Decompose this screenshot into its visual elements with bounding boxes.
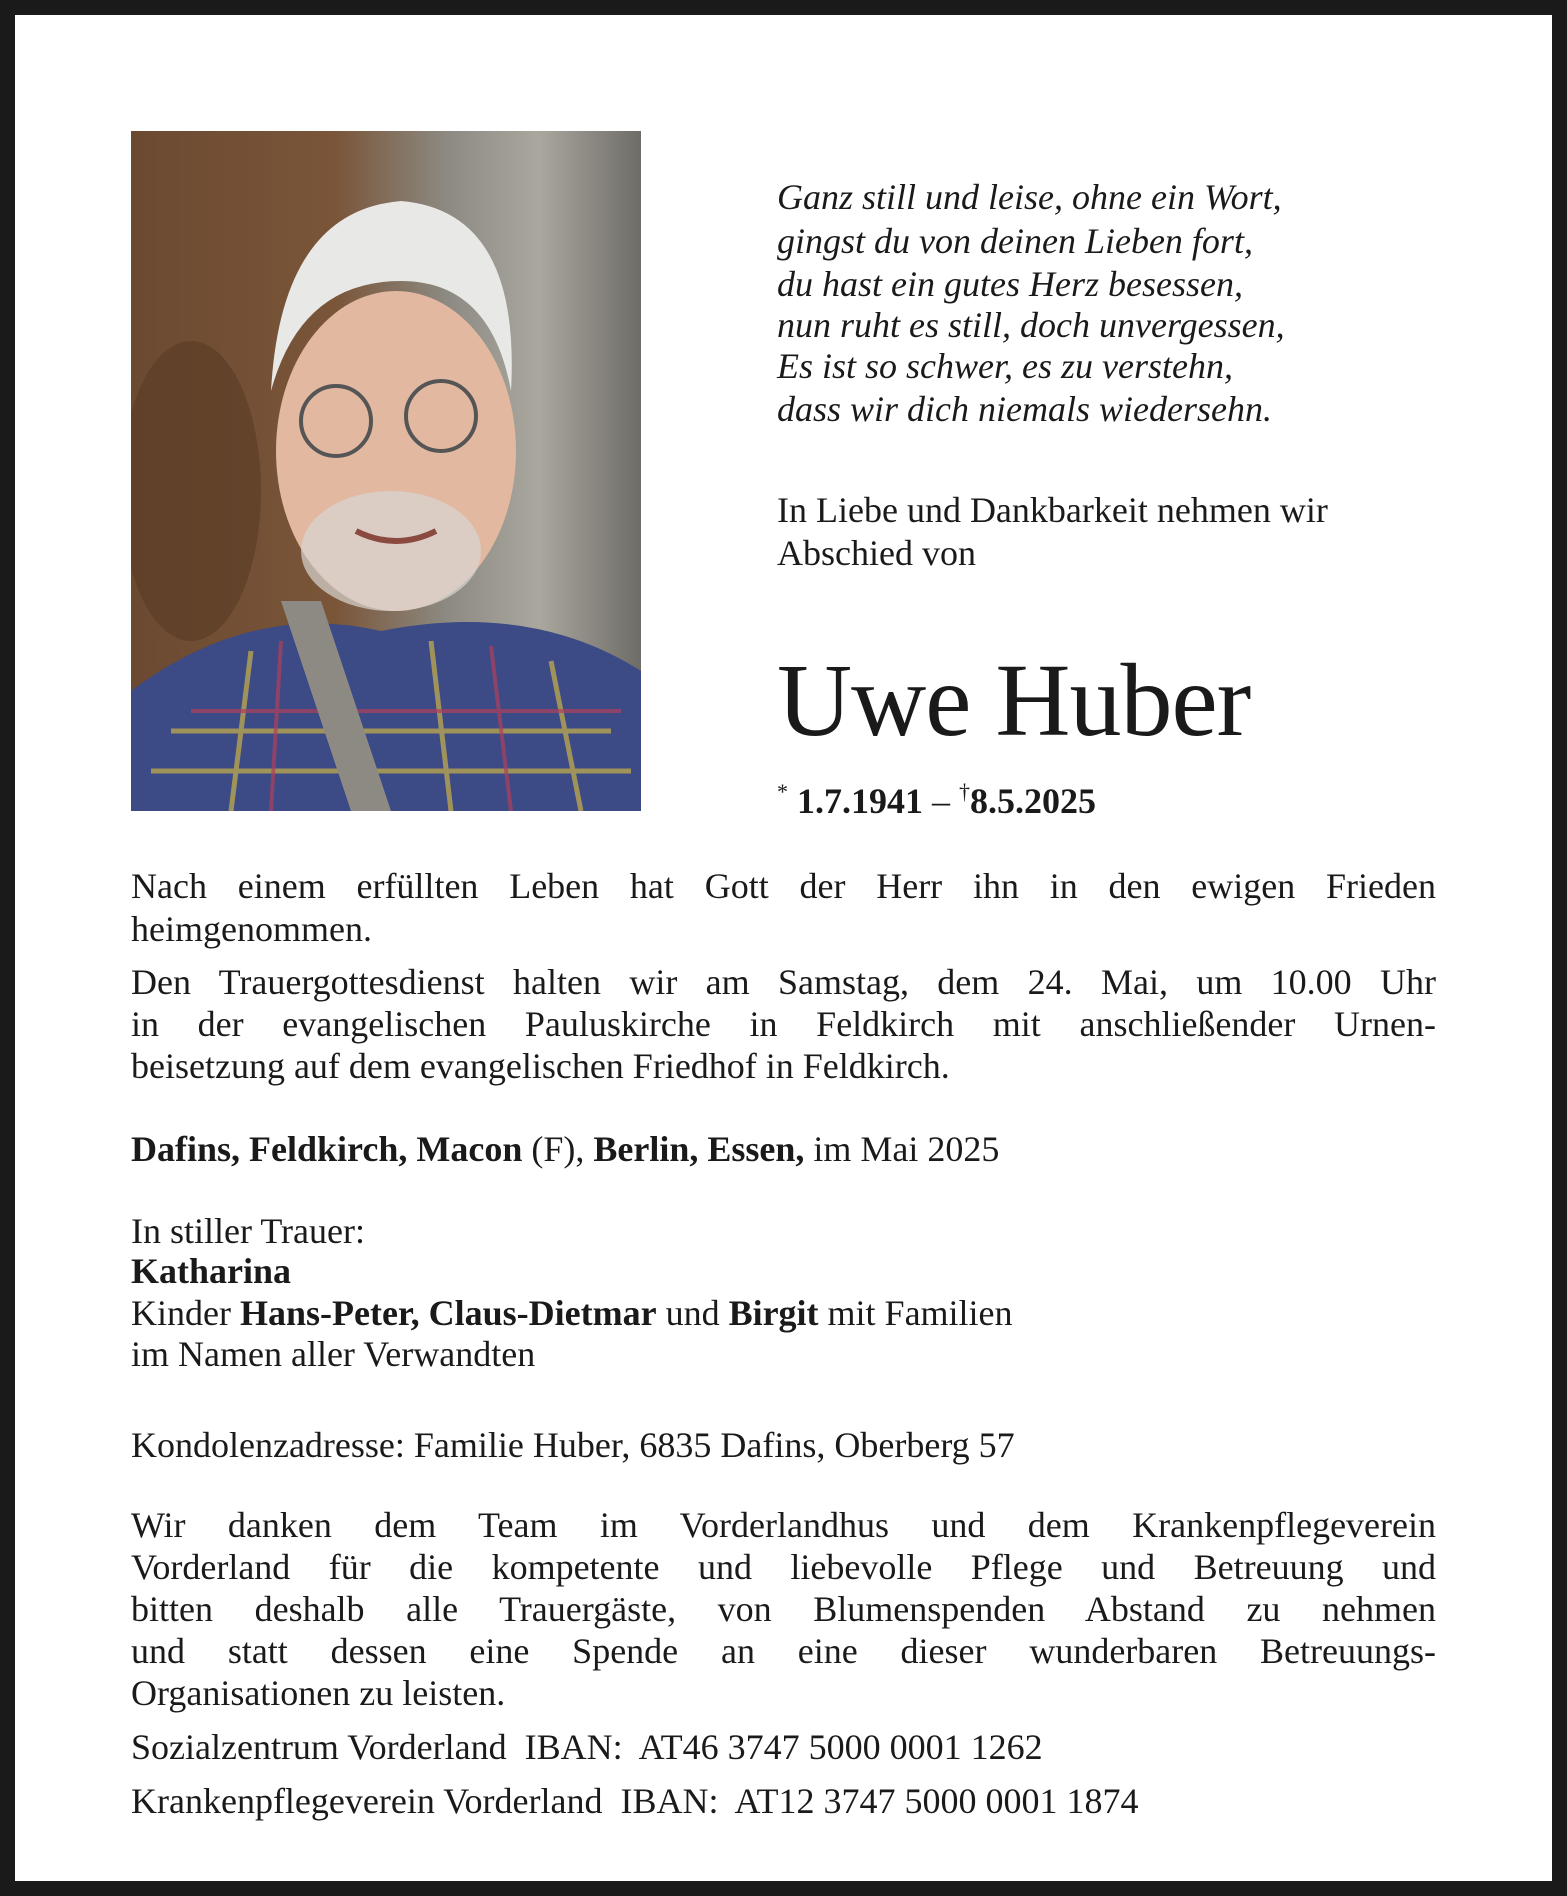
thanks-line: Organisationen zu leisten. [131, 1673, 506, 1713]
date-dash: – [932, 781, 950, 821]
condolence-address: Kondolenzadresse: Familie Huber, 6835 Dafins, Oberberg 57 [131, 1425, 1015, 1465]
body-line: heimgenommen. [131, 909, 372, 949]
children-line [131, 1291, 1436, 1335]
places-line [131, 1127, 1436, 1171]
poem-line: gingst du von deinen Lieben fort, [777, 221, 1253, 261]
death-date: 8.5.2025 [970, 781, 1096, 821]
spouse-name: Katharina [131, 1251, 292, 1291]
body-line: beisetzung auf dem evangelischen Friedhof in Feldkirch. [131, 1046, 950, 1086]
life-dates [777, 770, 1096, 823]
families-text: mit Familien [818, 1293, 1013, 1333]
child-name: Birgit [728, 1293, 819, 1333]
thanks-line: Wir danken dem Team im Vorderlandhus und dem Krankenpflegeverein [131, 1505, 1436, 1545]
conjunction: und [656, 1293, 729, 1333]
iban-line: Sozialzentrum Vorderland IBAN: AT46 3747 5000 0001 1262 [131, 1727, 1043, 1767]
poem-line: dass wir dich niemals wiedersehn. [777, 389, 1272, 429]
relatives-line: im Namen aller Verwandten [131, 1334, 536, 1374]
places-bold: Berlin, Essen, [593, 1129, 805, 1169]
birth-symbol: * [777, 779, 788, 804]
places-bold: Dafins, Feldkirch, Macon [131, 1129, 523, 1169]
thanks-line: bitten deshalb alle Trauergäste, von Blumenspenden Abstand zu nehmen [131, 1589, 1436, 1629]
places-text: im Mai 2025 [804, 1129, 1000, 1169]
poem-line: Ganz still und leise, ohne ein Wort, [777, 177, 1282, 217]
poem-line: Es ist so schwer, es zu verstehn, [777, 346, 1233, 386]
portrait-photo [131, 131, 641, 811]
children-label: Kinder [131, 1293, 240, 1333]
poem-line: nun ruht es still, doch unvergessen, [777, 305, 1285, 345]
farewell-text: In Liebe und Dankbarkeit nehmen wir [777, 490, 1328, 530]
places-text: (F), [522, 1129, 594, 1169]
body-line: in der evangelischen Pauluskirche in Feldkirch mit anschließender Urnen- [131, 1004, 1436, 1044]
thanks-line: Vorderland für die kompetente und liebevolle Pflege und Betreuung und [131, 1547, 1436, 1587]
children-names: Hans-Peter, Claus-Dietmar [239, 1293, 657, 1333]
poem-line: du hast ein gutes Herz besessen, [777, 264, 1243, 304]
death-symbol: † [959, 779, 970, 804]
iban-line: Krankenpflegeverein Vorderland IBAN: AT12 3747 5000 0001 1874 [131, 1781, 1139, 1821]
portrait-illustration [131, 131, 641, 811]
deceased-name: Uwe Huber [777, 643, 1251, 758]
body-line: Den Trauergottesdienst halten wir am Samstag, dem 24. Mai, um 10.00 Uhr [131, 962, 1436, 1002]
mourners-intro: In stiller Trauer: [131, 1211, 365, 1251]
body-line: Nach einem erfüllten Leben hat Gott der Herr ihn in den ewigen Frieden [131, 866, 1436, 906]
birth-date: 1.7.1941 [797, 781, 923, 821]
thanks-line: und statt dessen eine Spende an eine dieser wunderbaren Betreuungs- [131, 1631, 1436, 1671]
farewell-text: Abschied von [777, 533, 976, 573]
